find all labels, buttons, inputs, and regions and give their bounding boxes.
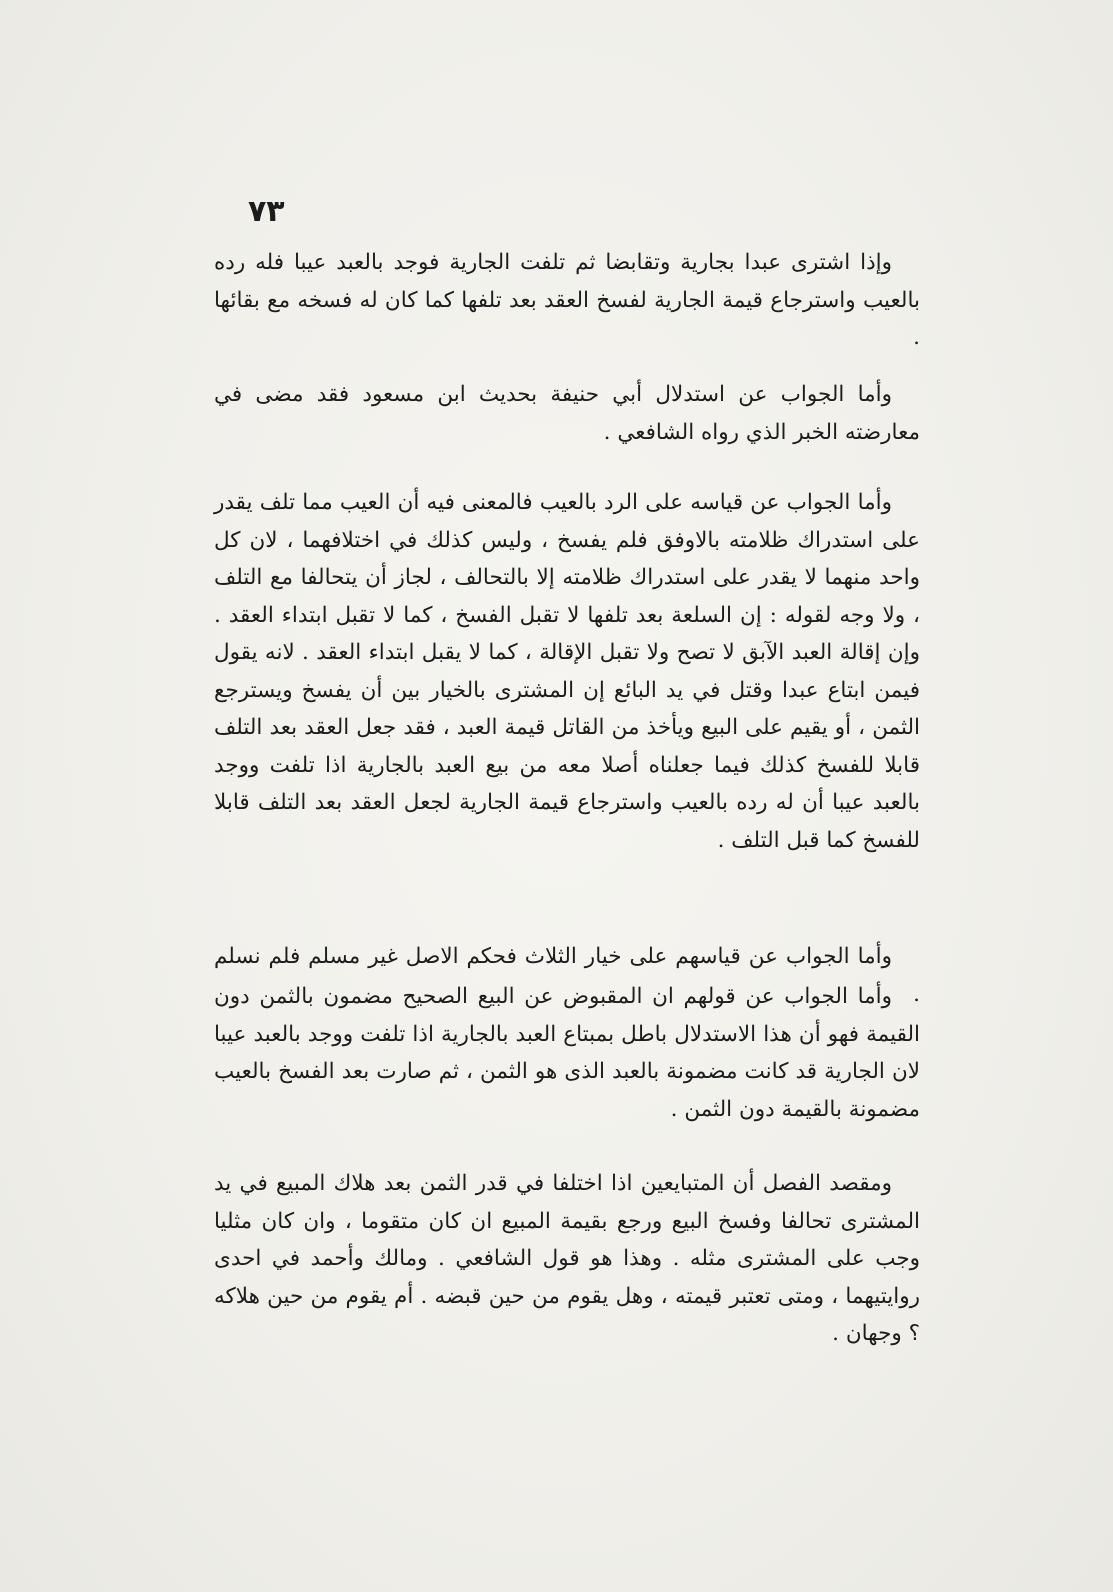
paragraph-reply-abu-hanifa <box>214 376 920 451</box>
page-number: ٧٣ <box>248 194 285 229</box>
paragraph-reply-analogy-defect <box>214 484 920 859</box>
paragraph-reply-guaranteed-price <box>214 978 920 1128</box>
paragraph-text: وأما الجواب عن قياسهم على خيار الثلاث فحكم الاصل غير مسلم فلم نسلم . <box>214 944 920 1007</box>
paragraph-text: ومقصد الفصل أن المتبايعين اذا اختلفا في قدر الثمن بعد هلاك المبيع في يد المشترى تحالفا وفسخ البيع ورجع بقيمة المبيع ان كان متقوما ، وان كان مثليا وجب على المشترى مثله . وهذا هو قول الشافعي . ومالك وأحمد في احدى روايتيهما ، ومتى تعتبر قيمته ، وهل يقوم من حين قبضه . أم يقوم من حين هلاكه ؟ وجهان . <box>214 1171 920 1346</box>
paragraph-text: وأما الجواب عن قولهم ان المقبوض عن البيع الصحيح مضمون بالثمن دون القيمة فهو أن هذا الاستدلال باطل بمبتاع العبد بالجارية اذا تلفت ووجد بالعبد عيبا لان الجارية قد كانت مضمونة بالعبد الذى هو الثمن ، ثم صارت بعد الفسخ بالعيب مضمونة بالقيمة دون الثمن . <box>214 984 920 1122</box>
paragraph-exchange-slave-for-slavegirl <box>214 244 920 357</box>
paragraph-text: وإذا اشترى عبدا بجارية وتقابضا ثم تلفت الجارية فوجد بالعبد عيبا فله رده بالعيب واسترجاع قيمة الجارية لفسخ العقد بعد تلفها كما كان له فسخه مع بقائها . <box>214 250 920 350</box>
paragraph-section-summary <box>214 1165 920 1353</box>
paragraph-text: وأما الجواب عن استدلال أبي حنيفة بحديث ابن مسعود فقد مضى في معارضته الخبر الذي رواه الشافعي . <box>214 382 920 445</box>
paragraph-text: وأما الجواب عن قياسه على الرد بالعيب فالمعنى فيه أن العيب مما تلف يقدر على استدراك ظلامته بالاوفق فلم يفسخ ، وليس كذلك في اختلافهما ، لان كل واحد منهما لا يقدر على استدراك ظلامته إلا بالتحالف ، لجاز أن يتحالفا مع التلف ، ولا وجه لقوله : إن السلعة بعد تلفها لا تقبل الفسخ ، كما لا تقبل ابتداء العقد . وإن إقالة العبد الآبق لا تصح ولا تقبل الإقالة ، كما لا يقبل ابتداء العقد . لانه يقول فيمن ابتاع عبدا وقتل في يد البائع إن المشترى بالخيار بين أن يفسخ ويسترجع الثمن ، أو يقيم على البيع ويأخذ من القاتل قيمة العبد ، فقد جعل العقد بعد التلف قابلا للفسخ كذلك فيما جعلناه أصلا معه من بيع العبد بالجارية اذا تلفت ووجد بالعبد عيبا أن له رده بالعيب واسترجاع قيمة الجارية لجعل العقد بعد التلف قابلا للفسخ كما قبل التلف . <box>214 490 920 853</box>
